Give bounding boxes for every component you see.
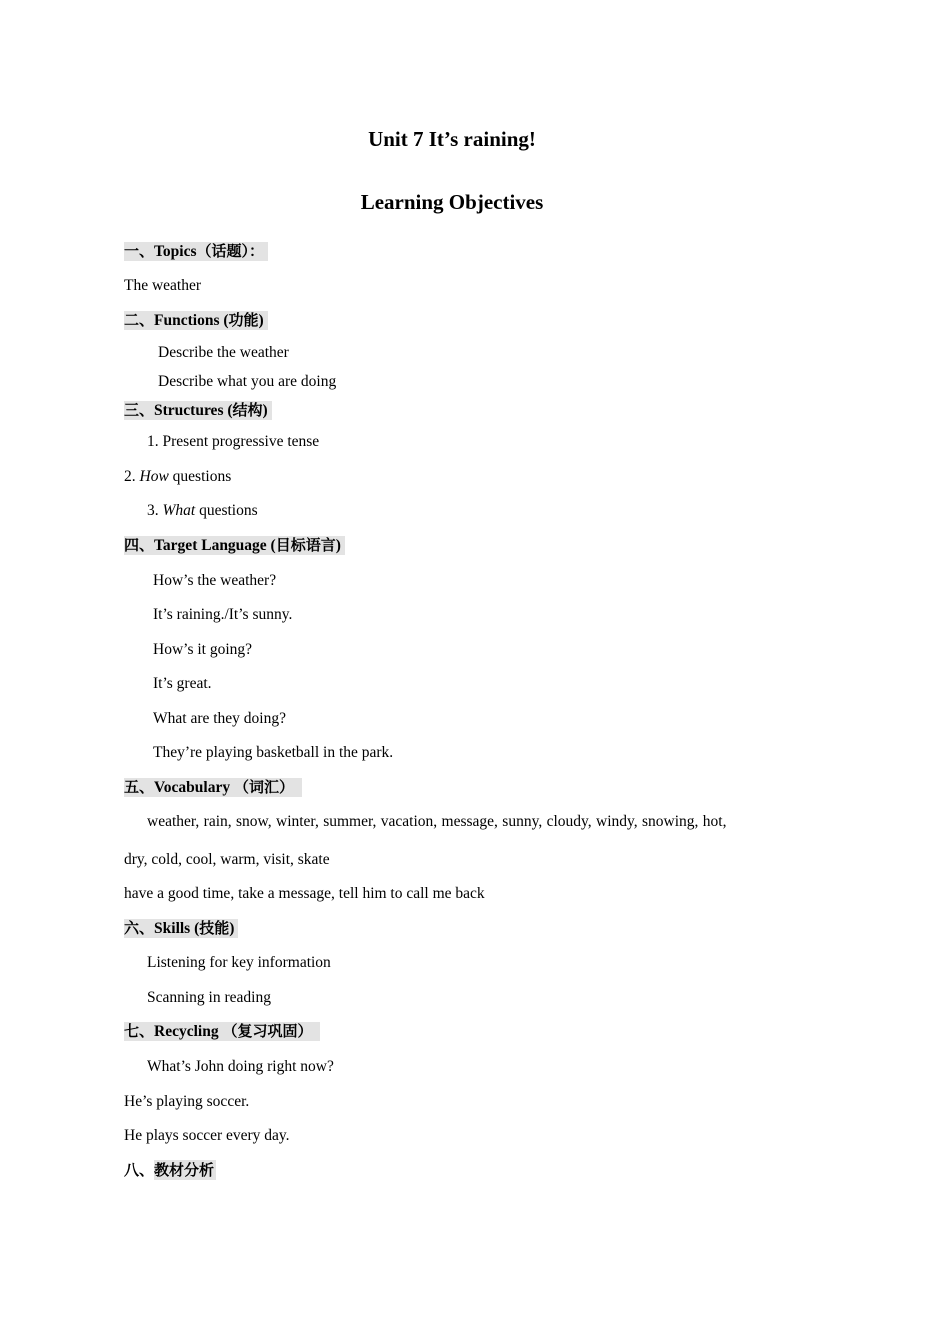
section-heading-vocabulary: [124, 777, 302, 798]
target-language-item: It’s great.: [153, 675, 212, 692]
functions-item: Describe the weather: [158, 344, 289, 361]
skills-item: Listening for key information: [147, 954, 331, 971]
heading-highlight: 五、Vocabulary （词汇）: [124, 778, 302, 797]
skills-item: Scanning in reading: [147, 989, 271, 1006]
structures-item: 3. What questions: [147, 502, 258, 519]
heading-highlight: 教材分析: [154, 1161, 215, 1179]
vocabulary-item: have a good time, take a message, tell him to call me back: [124, 885, 485, 902]
heading-highlight: 七、Recycling （复习巩固）: [124, 1022, 320, 1041]
section-heading-topics: [124, 241, 268, 262]
target-language-item: It’s raining./It’s sunny.: [153, 606, 293, 623]
topics-item: The weather: [124, 277, 202, 294]
vocabulary-item: dry, cold, cool, warm, visit, skate: [124, 851, 330, 868]
section-heading-recycling: [124, 1021, 320, 1042]
structures-item: 1. Present progressive tense: [147, 433, 320, 450]
document-subtitle: Learning Objectives: [360, 190, 544, 214]
recycling-item: He plays soccer every day.: [124, 1127, 290, 1144]
heading-highlight: 一、Topics（话题）：: [124, 242, 268, 261]
section-heading-structures: [124, 400, 272, 421]
target-language-item: What are they doing?: [153, 710, 286, 727]
heading-highlight: 二、Functions (功能): [124, 311, 268, 330]
section-heading-skills: [124, 918, 238, 939]
heading-highlight: 四、Target Language (目标语言): [124, 536, 345, 555]
target-language-item: How’s the weather?: [153, 572, 277, 589]
structures-item: 2. How questions: [124, 468, 232, 485]
functions-item: Describe what you are doing: [158, 373, 337, 390]
recycling-item: What’s John doing right now?: [147, 1058, 334, 1075]
target-language-item: How’s it going?: [153, 641, 253, 658]
section-heading-functions: [124, 310, 268, 331]
vocabulary-item: weather, rain, snow, winter, summer, vacation, message, sunny, cloudy, windy, snowing, hot,: [147, 813, 727, 830]
document-title: Unit 7 It’s raining!: [368, 127, 536, 151]
section-heading-textbook-analysis: 八、教材分析: [124, 1161, 215, 1179]
heading-highlight: 三、Structures (结构): [124, 401, 272, 420]
recycling-item: He’s playing soccer.: [124, 1093, 250, 1110]
heading-highlight: 六、Skills (技能): [124, 919, 238, 938]
target-language-item: They’re playing basketball in the park.: [153, 744, 394, 761]
section-heading-target-language: [124, 535, 345, 556]
